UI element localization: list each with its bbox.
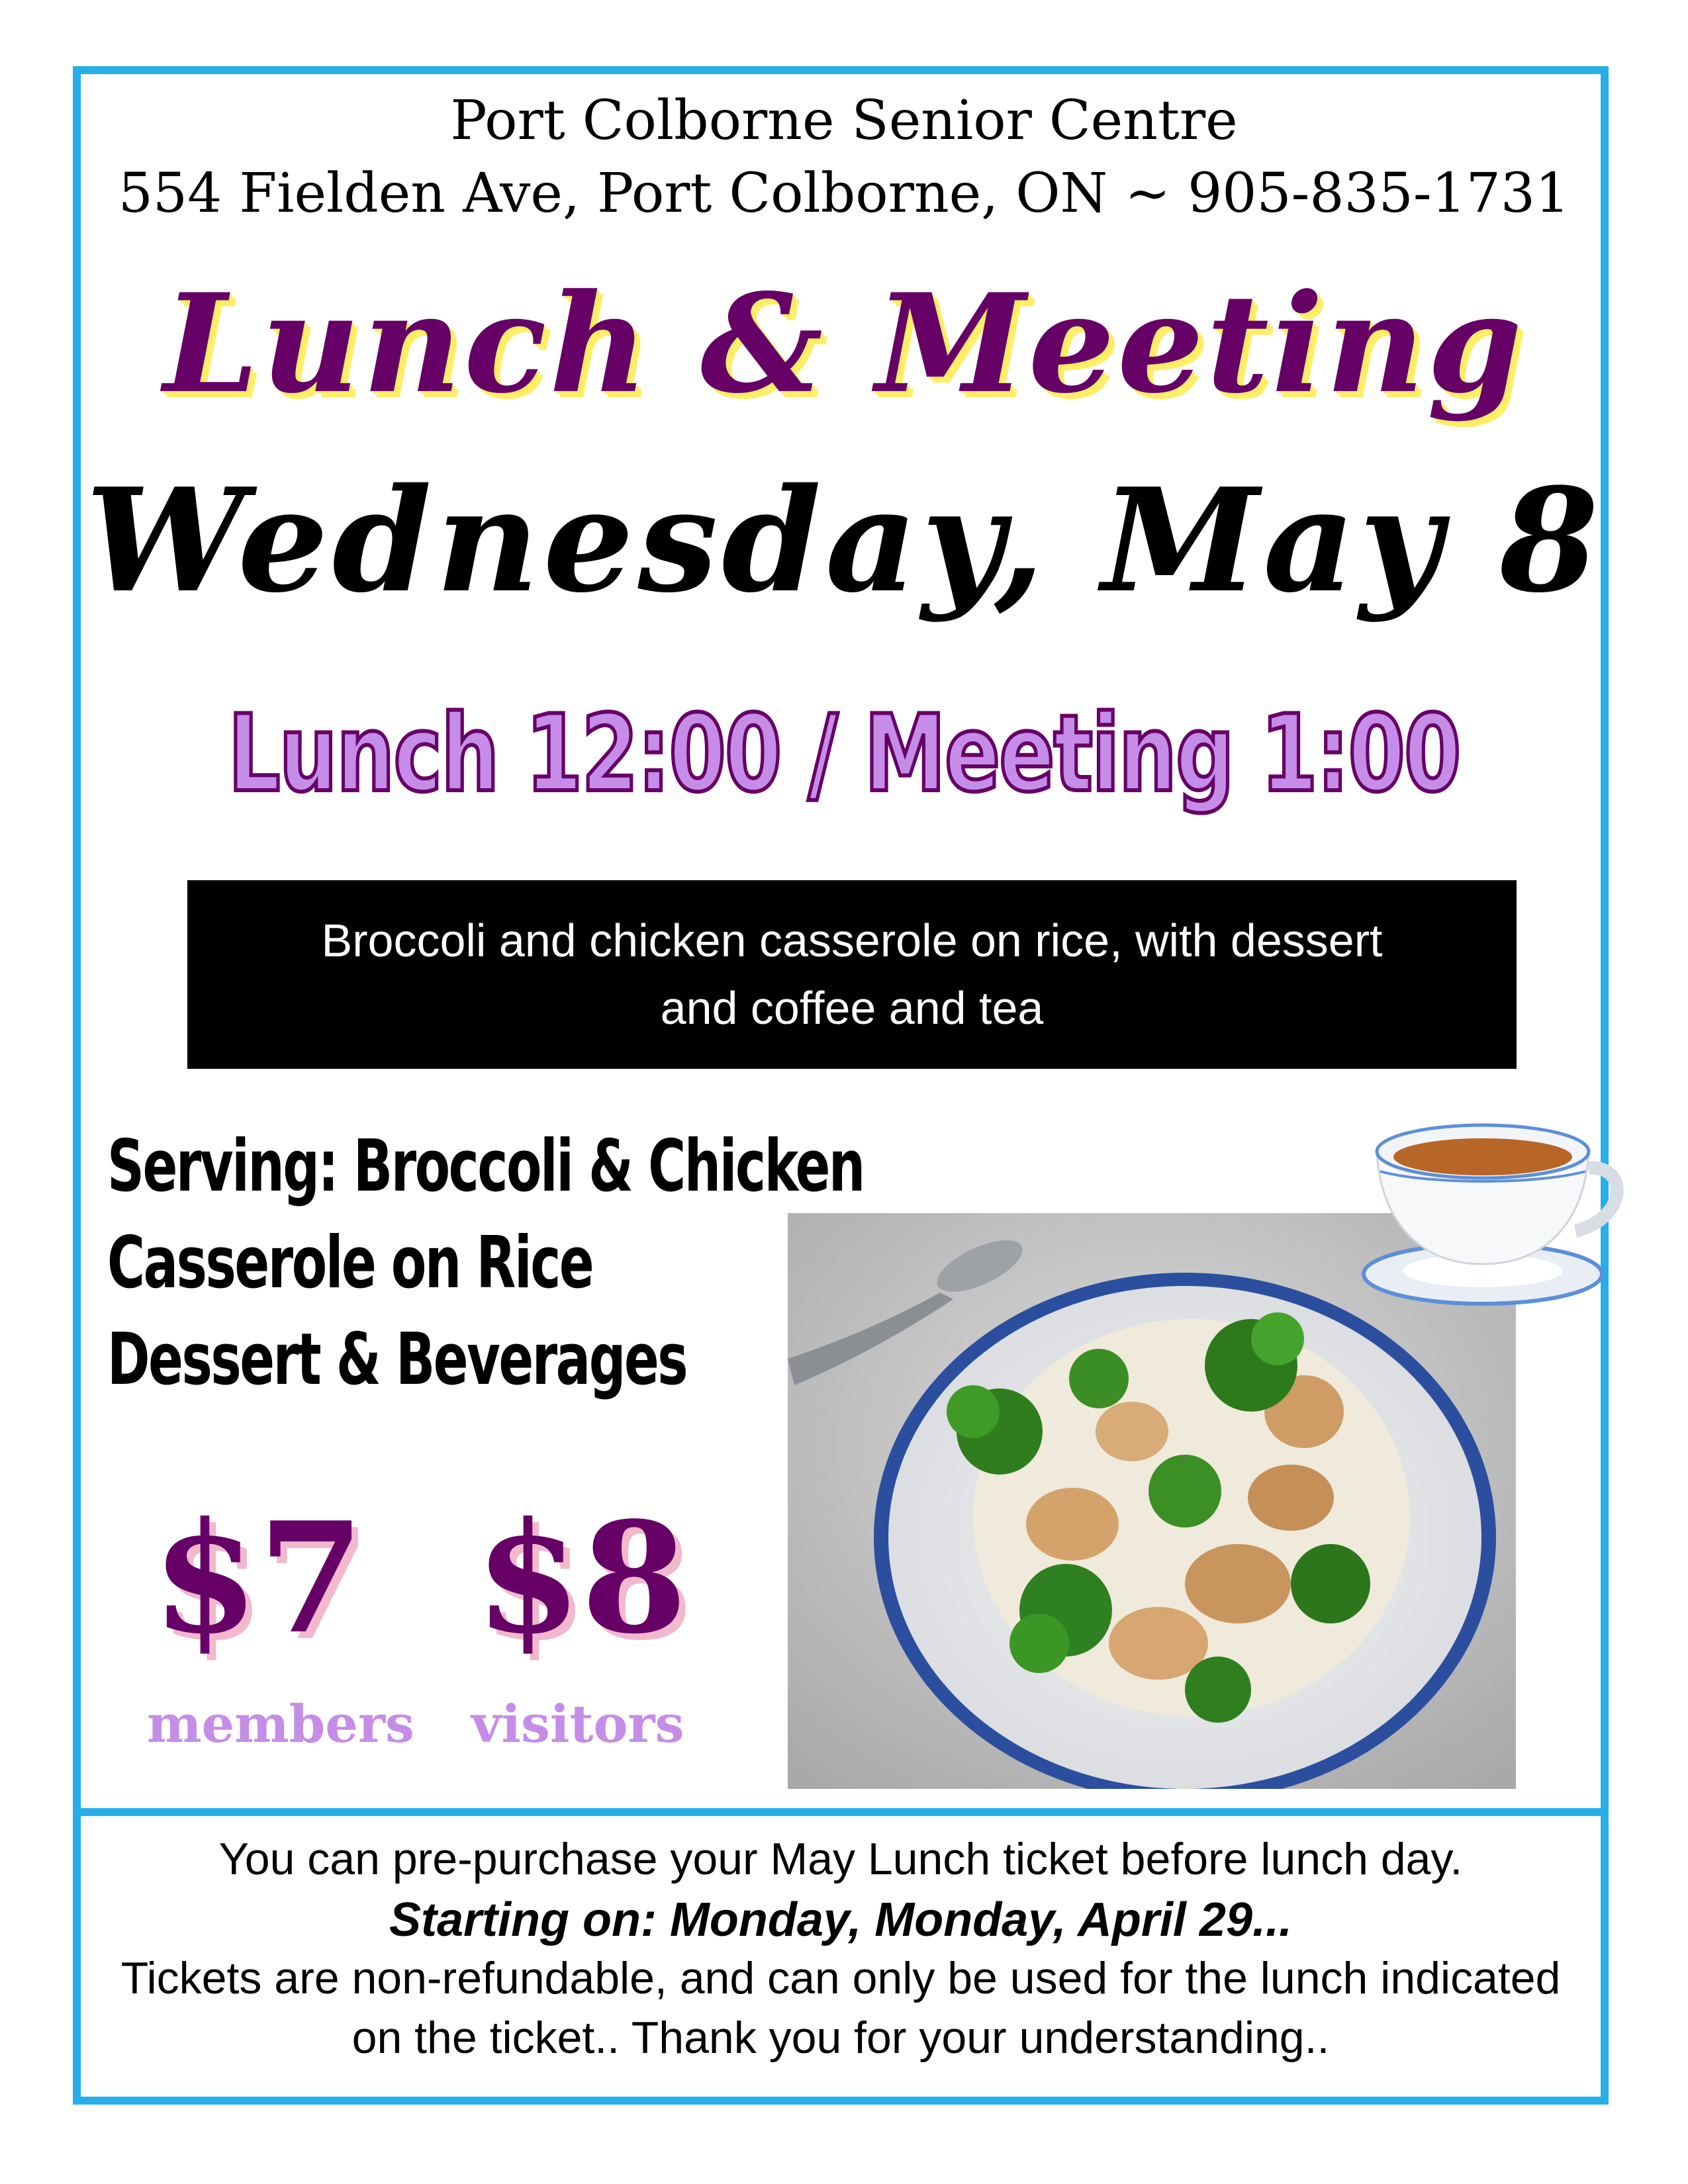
menu-banner	[187, 880, 1517, 1069]
event-times: Lunch 12:00 / Meeting 1:00	[228, 692, 1460, 815]
footer-line4: on the ticket.. Thank you for your understanding..	[352, 2013, 1330, 2063]
tea-cup-icon	[1350, 1105, 1628, 1310]
members-label: members	[147, 1694, 414, 1754]
visitors-label: visitors	[471, 1694, 684, 1754]
visitors-price: $8	[475, 1489, 688, 1668]
menu-banner-line2: and coffee and tea	[660, 982, 1044, 1034]
address-phone: 554 Fielden Ave, Port Colborne, ON ~ 905-835-1731	[118, 162, 1570, 225]
footer-start-date: Starting on: Monday, Monday, April 29...	[389, 1893, 1293, 1946]
org-name: Port Colborne Senior Centre	[450, 89, 1238, 152]
footer-line1: You can pre-purchase your May Lunch ticket before lunch day.	[218, 1834, 1463, 1884]
footer-line3: Tickets are non-refundable, and can only be used for the lunch indicated	[120, 1953, 1561, 2003]
menu-banner-line1: Broccoli and chicken casserole on rice, with dessert	[321, 915, 1383, 966]
serving-line1: Serving: Broccoli & Chicken	[107, 1125, 864, 1208]
members-price: $7	[152, 1489, 365, 1668]
serving-line2: Casserole on Rice	[107, 1222, 593, 1304]
serving-line3: Dessert & Beverages	[107, 1318, 687, 1401]
serving-list	[107, 1118, 864, 1408]
event-title: Lunch & Meeting	[163, 265, 1525, 424]
event-date: Wednesday, May 8	[85, 457, 1603, 624]
